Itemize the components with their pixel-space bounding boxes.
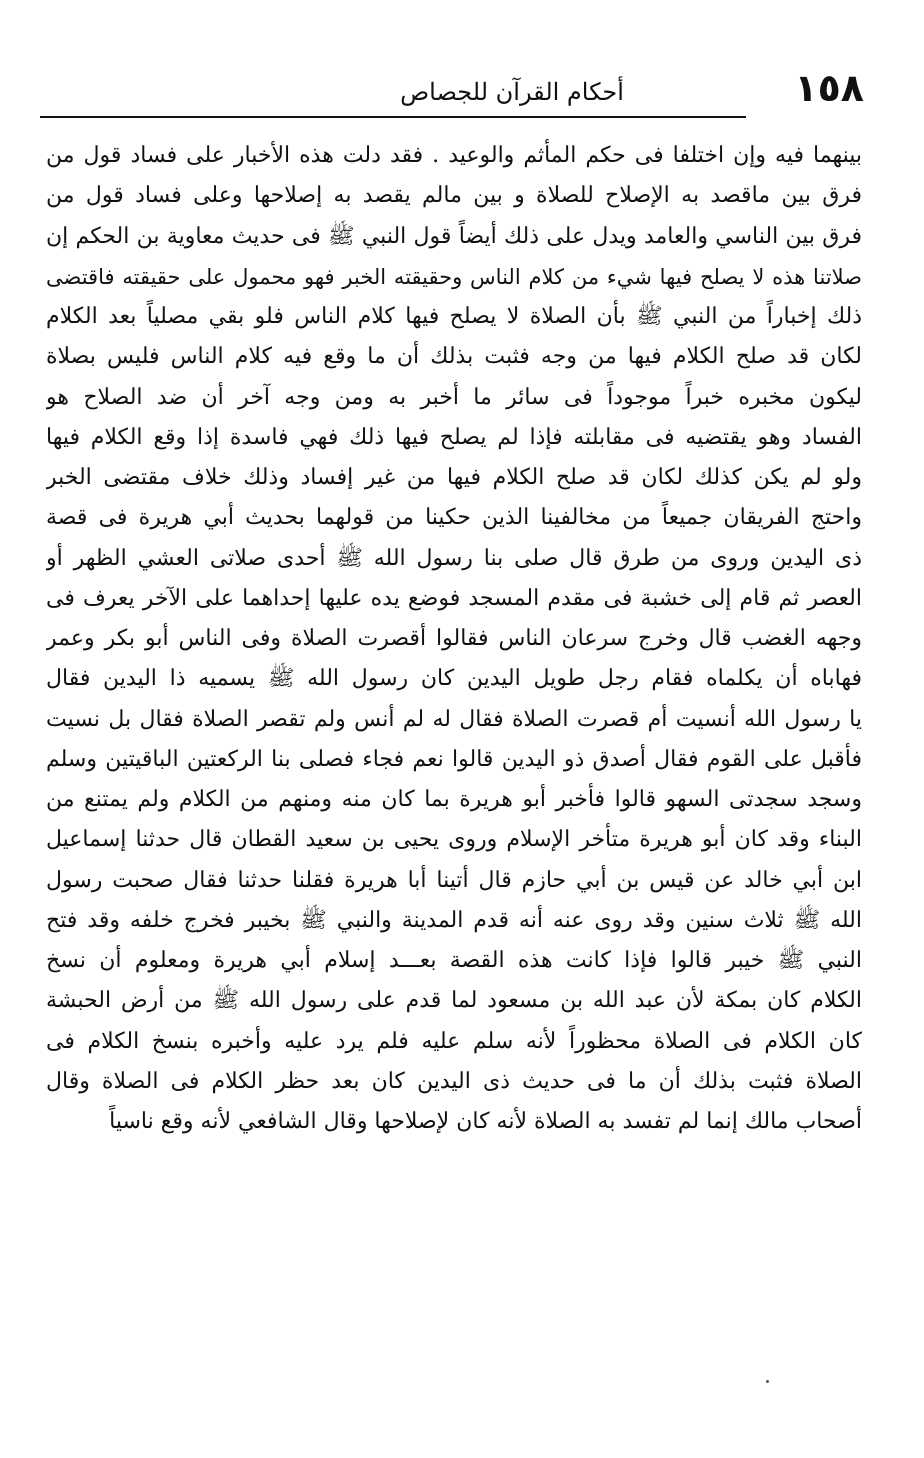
- text-line: وسجد سجدتى السهو قالوا فأخبر أبو هريرة بما كان منه ومنهم من الكلام ولم يمتنع من: [46, 787, 862, 812]
- text-line: ذى اليدين وروى من طرق قال صلى بنا رسول الله ﷺ أحدى صلاتى العشي الظهر أو: [46, 545, 862, 571]
- text-line: يا رسول الله أنسيت أم قصرت الصلاة فقال له لم أنس ولم تقصر الصلاة فقال بل نسيت: [46, 706, 862, 732]
- text-line: العصر ثم قام إلى خشبة فى مقدم المسجد فوضع يده عليها إحداهما على الآخر يعرف فى: [46, 585, 862, 611]
- text-line: صلاتنا هذه لا يصلح فيها شيء من كلام الناس وحقيقته الخبر فهو محمول على حقيقته فاقتضى: [46, 264, 862, 289]
- text-line: الصلاة فثبت بذلك أن ما فى حديث ذى اليدين كان بعد حظر الكلام فى الصلاة وقال: [46, 1068, 862, 1094]
- text-line: فأقبل على القوم فقال أصدق ذو اليدين قالوا نعم فجاء فصلى بنا الركعتين الباقيتين وسلم: [46, 746, 862, 772]
- page-number: ١٥٨: [794, 66, 864, 110]
- text-line: لكان قد صلح الكلام فيها من وجه فثبت بذلك أن ما وقع فيه كلام الناس فليس بصلاة: [46, 344, 862, 370]
- scan-speck: [766, 1380, 769, 1383]
- text-line: البناء وقد كان أبو هريرة متأخر الإسلام وروى يحيى بن سعيد القطان قال حدثنا إسماعيل: [46, 827, 862, 853]
- body-text: [46, 136, 862, 1142]
- text-line: ابن أبي خالد عن قيس بن أبي حازم قال أتينا أبا هريرة فقلنا حدثنا فقال صحبت رسول: [46, 867, 862, 893]
- running-title: أحكام القرآن للجصاص: [400, 78, 624, 106]
- header-rule: [40, 116, 746, 118]
- page-header: [40, 62, 864, 120]
- text-line: الكلام كان بمكة لأن عبد الله بن مسعود لما قدم على رسول الله ﷺ من أرض الحبشة: [46, 988, 862, 1014]
- text-line: فهاباه أن يكلماه فقام رجل طويل اليدين كان رسول الله ﷺ يسميه ذا اليدين فقال: [46, 666, 862, 692]
- text-line: بينهما فيه وإن اختلفا فى حكم المأثم والوعيد . فقد دلت هذه الأخبار على فساد قول من: [46, 143, 862, 168]
- text-line: النبي ﷺ خيبر قالوا فإذا كانت هذه القصة بعـــد إسلام أبي هريرة ومعلوم أن نسخ: [46, 948, 862, 973]
- text-line: الفساد وهو يقتضيه فى مقابلته فإذا لم يصلح فيها ذلك فهي فاسدة إذا وقع الكلام فيها: [46, 424, 862, 450]
- text-line: كان الكلام فى الصلاة محظوراً لأنه سلم عليه فلم يرد عليه وأخبره بنسخ الكلام فى: [46, 1028, 862, 1054]
- text-line: واحتج الفريقان جميعاً من مخالفينا الذين حكينا من قولهما بحديث أبي هريرة فى قصة: [46, 505, 862, 531]
- text-line: ليكون مخبره خبراً موجوداً فى سائر ما أخبر به ومن وجه آخر أن ضد الصلاح هو: [46, 384, 862, 410]
- text-line: وجهه الغضب قال وخرج سرعان الناس فقالوا أقصرت الصلاة وفى الناس أبو بكر وعمر: [46, 626, 862, 651]
- text-line: أصحاب مالك إنما لم تفسد به الصلاة لأنه كان لإصلاحها وقال الشافعي لأنه وقع ناسياً: [109, 1109, 862, 1134]
- text-line: فرق بين الناسي والعامد ويدل على ذلك أيضاً قول النبي ﷺ فى حديث معاوية بن الحكم إن: [46, 223, 862, 249]
- text-line: ولو لم يكن كذلك لكان قد صلح الكلام فيها من غير إفساد وذلك خلاف مقتضى الخبر: [46, 465, 862, 490]
- text-line: فرق بين ماقصد به الإصلاح للصلاة و بين مالم يقصد به إصلاحها وعلى فساد قول من: [46, 183, 862, 209]
- text-line: ذلك إخباراً من النبي ﷺ بأن الصلاة لا يصلح فيها كلام الناس فلو بقي مصلياً بعد الكلام: [46, 304, 862, 329]
- text-line: الله ﷺ ثلاث سنين وقد روى عنه أنه قدم المدينة والنبي ﷺ بخيبر فخرج خلفه وقد فتح: [46, 907, 862, 933]
